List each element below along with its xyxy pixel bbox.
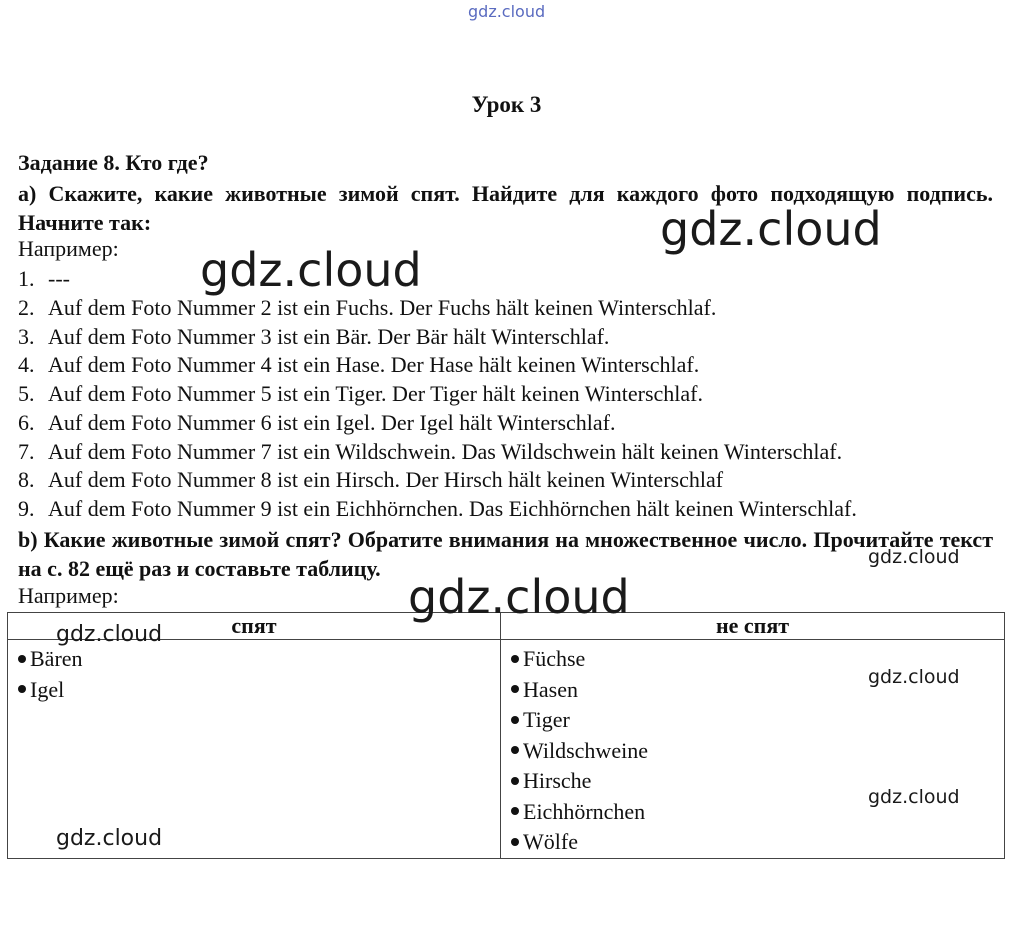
watermark: gdz.cloud: [408, 570, 630, 624]
list-item: 9. Auf dem Foto Nummer 9 ist ein Eichhörnchen. Das Eichhörnchen hält keinen Winterschlaf.: [18, 496, 857, 521]
part-a-example-label: Например:: [18, 236, 119, 261]
bullet-icon: [511, 655, 519, 663]
bullet-icon: [511, 685, 519, 693]
watermark: gdz.cloud: [56, 826, 163, 851]
part-b-instruction: b) Какие животные зимой спят? Обратите внимания на множественное число. Прочитайте текст на с. 82 ещё раз и составьте таблицу.: [18, 527, 993, 581]
bullet-icon: [511, 777, 519, 785]
watermark: gdz.cloud: [868, 786, 960, 808]
list-item: Tiger: [511, 705, 1004, 736]
bullet-icon: [18, 685, 26, 693]
watermark: gdz.cloud: [868, 546, 960, 568]
part-b-example-label: Например:: [18, 583, 119, 608]
list-item: Hirsche: [511, 766, 1004, 797]
bullet-icon: [511, 807, 519, 815]
watermark: gdz.cloud: [200, 243, 422, 297]
list-item: 6. Auf dem Foto Nummer 6 ist ein Igel. Der Igel hält Winterschlaf.: [18, 409, 616, 435]
list-item: 7. Auf dem Foto Nummer 7 ist ein Wildschwein. Das Wildschwein hält keinen Winterschlaf.: [18, 438, 843, 464]
list-item: 4. Auf dem Foto Nummer 4 ist ein Hase. Der Hase hält keinen Winterschlaf.: [18, 352, 700, 378]
list-item: 2. Auf dem Foto Nummer 2 ist ein Fuchs. Der Fuchs hält keinen Winterschlaf.: [18, 294, 717, 320]
bullet-icon: [511, 746, 519, 754]
watermark-top: gdz.cloud: [468, 2, 546, 21]
list-item: Wildschweine: [511, 736, 1004, 767]
list-item: Füchse: [511, 644, 1004, 675]
lesson-title: Урок 3: [471, 92, 542, 117]
list-item: 3. Auf dem Foto Nummer 3 ist ein Bär. Der Bär hält Winterschlaf.: [18, 323, 610, 349]
watermark: gdz.cloud: [868, 666, 960, 688]
list-item: 8. Auf dem Foto Nummer 8 ist ein Hirsch. Der Hirsch hält keinen Winterschlaf: [18, 467, 724, 493]
hibernation-table: [7, 612, 1005, 859]
bullet-icon: [511, 838, 519, 846]
list-item: Wölfe: [511, 827, 1004, 858]
watermark: gdz.cloud: [56, 622, 163, 647]
sleep-list: [18, 644, 500, 705]
list-item: 5. Auf dem Foto Nummer 5 ist ein Tiger. Der Tiger hält keinen Winterschlaf.: [18, 381, 703, 406]
list-item: 1. ---: [18, 266, 70, 291]
list-item: Hasen: [511, 675, 1004, 706]
list-item: Bären: [18, 644, 500, 675]
watermark: gdz.cloud: [660, 202, 882, 256]
list-item: Eichhörnchen: [511, 797, 1004, 828]
part-a-instruction: а) Скажите, какие животные зимой спят. Найдите для каждого фото подходящую подпись. Начните так:: [18, 181, 993, 235]
bullet-icon: [18, 655, 26, 663]
header-sleep: спят: [8, 613, 501, 640]
list-item: Igel: [18, 675, 500, 706]
bullet-icon: [511, 716, 519, 724]
header-not-sleep: не спят: [501, 613, 1005, 640]
answer-list: [18, 265, 857, 524]
task-heading: Задание 8. Кто где?: [18, 150, 209, 175]
